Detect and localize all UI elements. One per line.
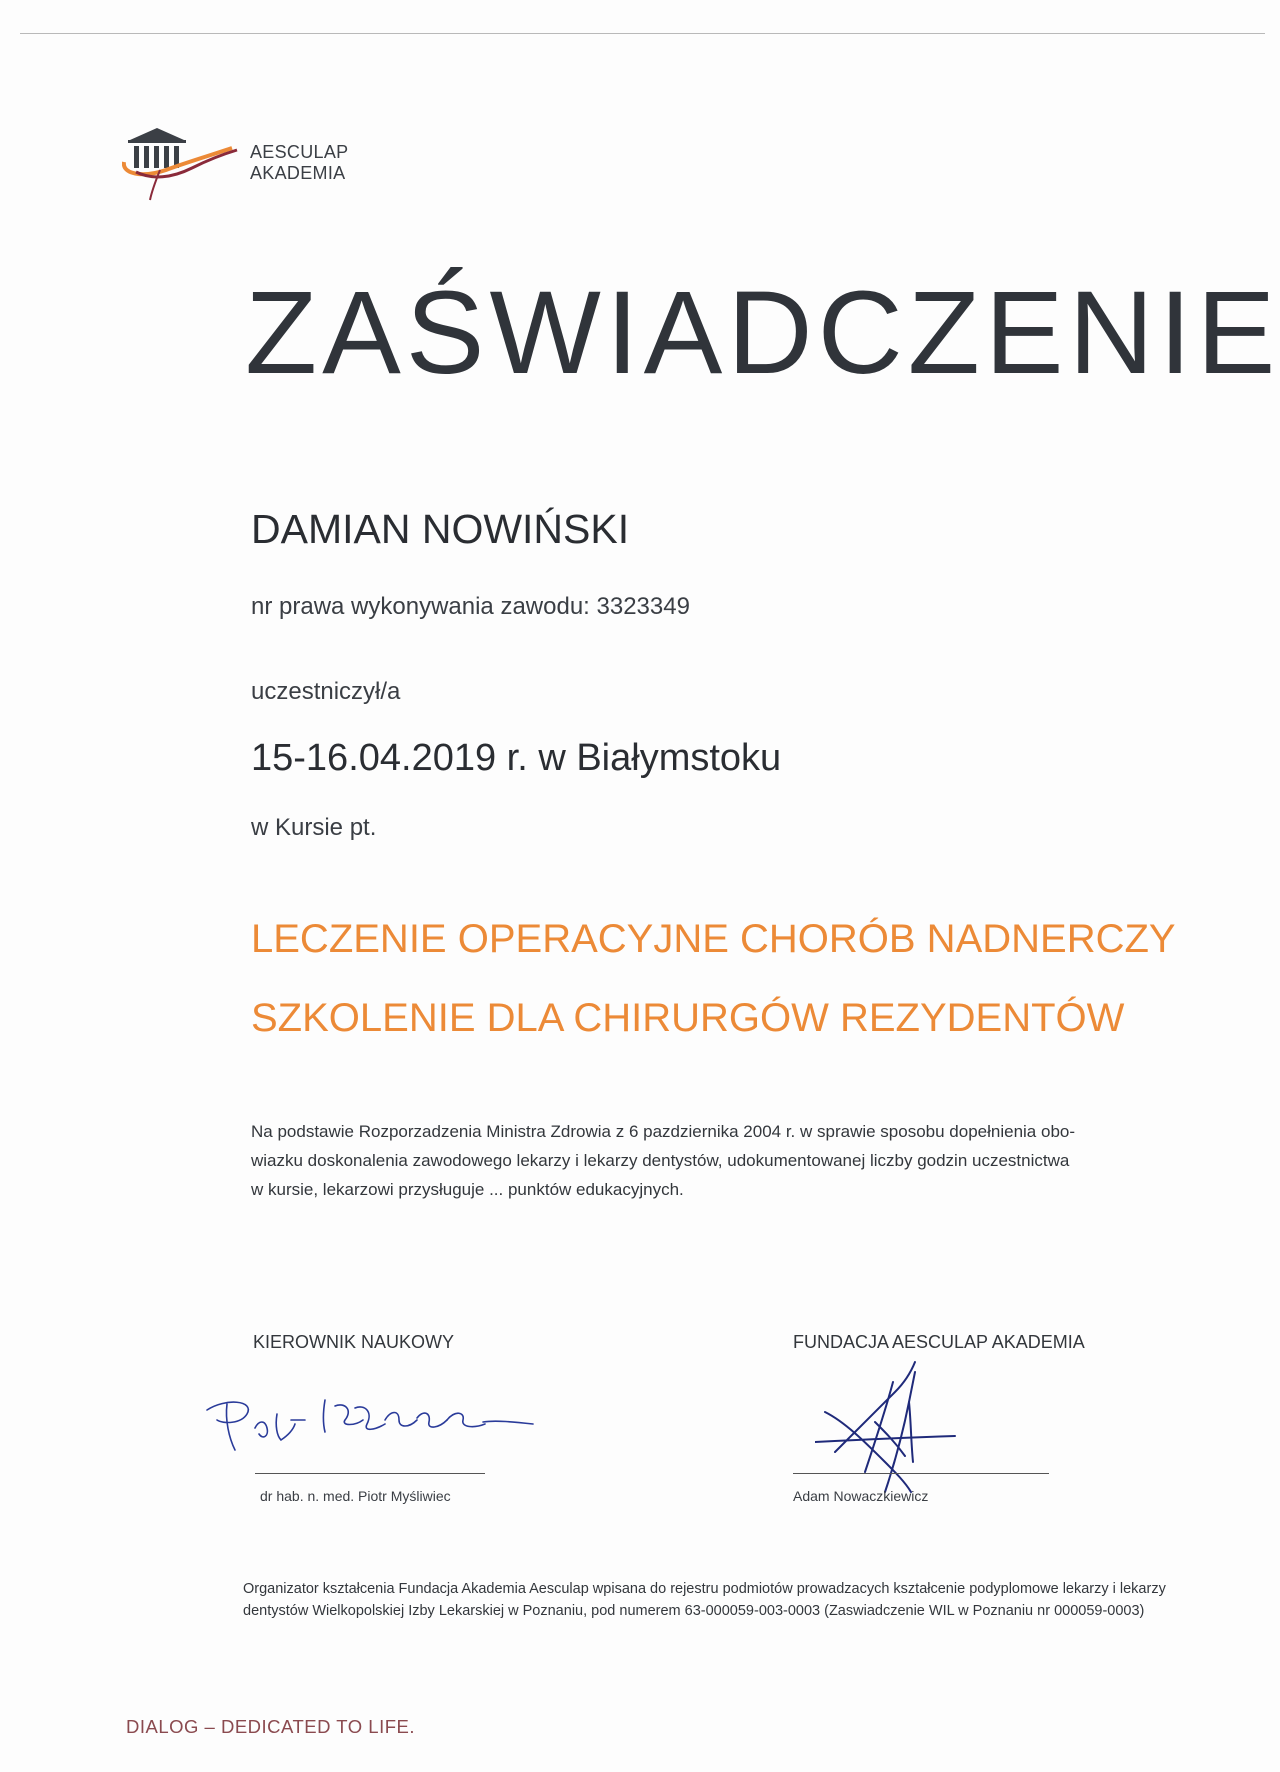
organizer-note (243, 1578, 1166, 1622)
in-course-text: w Kursie pt. (251, 814, 377, 841)
recipient-name: DAMIAN NOWIŃSKI (251, 506, 630, 552)
logo-line-2: AKADEMIA (250, 163, 346, 183)
logo-text (250, 142, 348, 184)
course-title-line-2: SZKOLENIE DLA CHIRURGÓW REZYDENTÓW (251, 996, 1125, 1040)
foundation-signer-name: Adam Nowaczkiewicz (793, 1488, 929, 1504)
organizer-line-2: dentystów Wielkopolskiej Izby Lekarskiej w Poznaniu, pod numerem 63-000059-003-0003 (Zaswiadczenie WIL w Poznaniu nr 000059-0003) (243, 1603, 1145, 1619)
signature-line-left (255, 1473, 485, 1474)
participated-text: uczestniczył/a (251, 678, 401, 705)
license-number: nr prawa wykonywania zawodu: 3323349 (251, 593, 690, 620)
scientific-director-label: KIEROWNIK NAUKOWY (253, 1332, 455, 1352)
logo-line-1: AESCULAP (250, 142, 349, 162)
aesculap-akademia-logo (122, 128, 382, 228)
legal-line-1: Na podstawie Rozporzadzenia Ministra Zdrowia z 6 pazdziernika 2004 r. w sprawie sposobu dopełnienia obo- (251, 1122, 1076, 1141)
date-place: 15-16.04.2019 r. w Białymstoku (251, 737, 782, 779)
scientific-director-name: dr hab. n. med. Piotr Myśliwiec (260, 1488, 451, 1504)
certificate-title: ZAŚWIADCZENIE (245, 267, 1280, 399)
legal-line-3: w kursie, lekarzowi przysługuje ... punktów edukacyjnych. (251, 1180, 684, 1199)
slogan: DIALOG – DEDICATED TO LIFE. (126, 1716, 416, 1737)
temple-columns-icon (122, 128, 252, 228)
signature-line-right (793, 1473, 1049, 1474)
legal-line-2: wiazku doskonalenia zawodowego lekarzy i lekarzy dentystów, udokumentowanej liczby godzin uczestnictwa (251, 1151, 1070, 1170)
organizer-line-1: Organizator kształcenia Fundacja Akademia Aesculap wpisana do rejestru podmiotów prowadzacych kształcenie podyplomowe lekarzy i lekarzy (243, 1581, 1166, 1597)
course-title-line-1: LECZENIE OPERACYJNE CHORÓB NADNERCZY (251, 917, 1176, 961)
legal-paragraph (251, 1117, 1171, 1204)
foundation-label: FUNDACJA AESCULAP AKADEMIA (793, 1332, 1085, 1352)
handwritten-signature-left (195, 1380, 575, 1470)
course-title (251, 900, 1176, 1058)
top-rule (20, 33, 1265, 34)
